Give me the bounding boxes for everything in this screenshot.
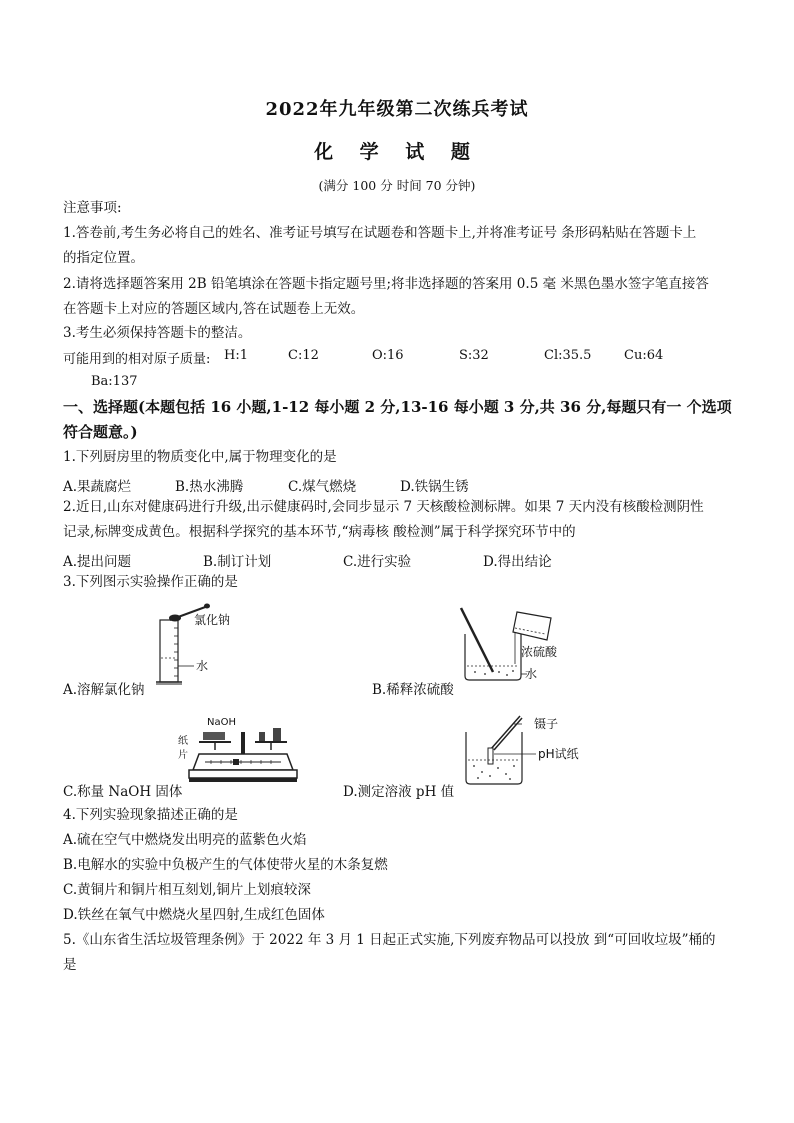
atomic-mass-label: 可能用到的相对原子质量:: [63, 352, 211, 367]
q2-stem-line-2: 记录,标牌变成黄色。根据科学探究的基本环节,“病毒核 酸检测”属于科学探究环节中的: [63, 524, 576, 540]
atomic-mass-cu: Cu:64: [624, 348, 664, 363]
figure-b-label-acid: 浓硫酸: [521, 645, 558, 659]
q2-stem-line-1: 2.近日,山东对健康码进行升级,出示健康码时,会同步显示 7 天核酸检测标牌。如果 7 天内没有核酸检测阴性: [63, 499, 704, 515]
atomic-mass-s: S:32: [459, 348, 489, 363]
figure-d-label-tweezers: 镊子: [534, 717, 559, 731]
q2-option-c: C.进行实验: [343, 554, 412, 570]
q3-option-b: B.稀释浓硫酸: [372, 682, 454, 698]
q3-option-d: D.测定溶液 pH 值: [343, 784, 455, 800]
q4-option-c: C.黄铜片和铜片相互刻划,铜片上划痕较深: [63, 882, 311, 898]
section-1-title-line-1: 一、选择题(本题包括 16 小题,1-12 每小题 2 分,13-16 每小题 3 分,共 36 分,每题只有一 个选项: [63, 398, 732, 416]
q5-stem-line-2: 是: [63, 957, 77, 973]
q1-option-b: B.热水沸腾: [175, 479, 244, 495]
q2-option-a: A.提出问题: [63, 554, 132, 570]
figure-d-measure-ph: [458, 710, 588, 786]
figure-c-label-naoh: NaOH: [207, 717, 236, 728]
atomic-mass-ba: Ba:137: [91, 374, 138, 389]
q3-stem: 3.下列图示实验操作正确的是: [63, 574, 238, 590]
note-1-line-2: 的指定位置。: [63, 250, 144, 266]
q2-option-d: D.得出结论: [483, 554, 552, 570]
q5-stem-line-1: 5.《山东省生活垃圾管理条例》于 2022 年 3 月 1 日起正式实施,下列废弃物品可以投放 到“可回收垃圾”桶的: [63, 932, 716, 948]
exam-info: (满分 100 分 时间 70 分钟): [318, 178, 476, 193]
note-3: 3.考生必须保持答题卡的整洁。: [63, 325, 252, 341]
section-1-title-line-2: 符合题意。): [63, 423, 138, 441]
atomic-mass-o: O:16: [372, 348, 404, 363]
q4-stem: 4.下列实验现象描述正确的是: [63, 807, 238, 823]
q1-option-a: A.果蔬腐烂: [63, 479, 132, 495]
q4-option-a: A.硫在空气中燃烧发出明亮的蓝紫色火焰: [63, 832, 307, 848]
figure-a-label-water: 水: [196, 659, 209, 673]
figure-c-weigh-naoh: [175, 714, 305, 794]
figure-b-label-water: 水: [525, 667, 538, 681]
q2-option-b: B.制订计划: [203, 554, 272, 570]
q3-option-c: C.称量 NaOH 固体: [63, 784, 183, 800]
figure-a-dissolve-nacl: [150, 598, 260, 690]
figure-b-dilute-acid: [455, 604, 585, 686]
note-2-line-2: 在答题卡上对应的答题区域内,答在试题卷上无效。: [63, 301, 365, 317]
atomic-mass-h: H:1: [224, 348, 248, 363]
exam-title: 2022年九年级第二次练兵考试: [265, 99, 529, 120]
note-1-line-1: 1.答卷前,考生务必将自己的姓名、准考证号填写在试题卷和答题卡上,并将准考证号 条形码粘贴在答题卡上: [63, 225, 697, 241]
figure-c-label-paper-2: 片: [178, 750, 188, 761]
atomic-mass-c: C:12: [288, 348, 319, 363]
q4-option-d: D.铁丝在氧气中燃烧火星四射,生成红色固体: [63, 907, 325, 923]
q1-option-c: C.煤气燃烧: [288, 479, 357, 495]
atomic-mass-cl: Cl:35.5: [544, 348, 592, 363]
q1-option-d: D.铁锅生锈: [400, 479, 469, 495]
subject-title: 化 学 试 题: [314, 141, 480, 163]
q1-stem: 1.下列厨房里的物质变化中,属于物理变化的是: [63, 449, 337, 465]
notes-heading: 注意事项:: [63, 200, 122, 216]
q3-option-a: A.溶解氯化钠: [63, 682, 145, 698]
note-2-line-1: 2.请将选择题答案用 2B 铅笔填涂在答题卡指定题号里;将非选择题的答案用 0.5 毫 米黑色墨水签字笔直接答: [63, 276, 709, 292]
figure-c-label-paper-1: 纸: [178, 736, 188, 747]
figure-a-label-nacl: 氯化钠: [194, 613, 231, 627]
q4-option-b: B.电解水的实验中负极产生的气体使带火星的木条复燃: [63, 857, 388, 873]
figure-d-label-ph-paper: pH试纸: [538, 747, 579, 761]
